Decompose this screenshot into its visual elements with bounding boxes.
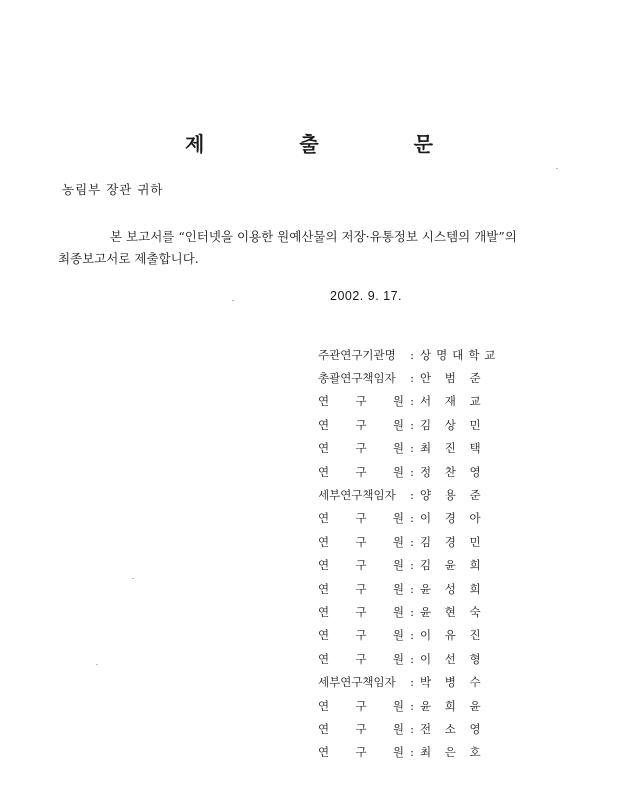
staff-separator: :: [410, 628, 414, 643]
submission-date: 2002. 9. 17.: [330, 289, 403, 303]
staff-role: 연 구 원: [318, 651, 404, 666]
body-paragraph: [58, 226, 568, 270]
staff-name: 최 은 호: [420, 745, 486, 760]
staff-separator: :: [410, 698, 414, 713]
staff-separator: :: [410, 464, 414, 479]
staff-separator: :: [410, 394, 414, 409]
staff-role: 연 구 원: [318, 721, 404, 736]
staff-row: [318, 647, 548, 670]
staff-separator: :: [410, 347, 414, 362]
staff-role: 연 구 원: [318, 628, 404, 643]
staff-separator: :: [410, 581, 414, 596]
addressee: 농림부 장관 귀하: [62, 182, 164, 197]
staff-separator: :: [410, 371, 414, 386]
staff-list: [318, 343, 548, 764]
staff-name: 윤 희 윤: [420, 698, 486, 713]
staff-role: 연 구 원: [318, 534, 404, 549]
staff-name: 김 경 민: [420, 534, 486, 549]
staff-role: 연 구 원: [318, 417, 404, 432]
staff-name: 양 용 준: [420, 488, 486, 503]
staff-separator: :: [410, 721, 414, 736]
staff-row: [318, 624, 548, 647]
staff-row: [318, 483, 548, 506]
body-line-1: 본 보고서를 “인터넷을 이용한 원예산물의 저장·유통정보 시스템의 개발”의: [110, 229, 517, 244]
staff-row: [318, 694, 548, 717]
staff-row: [318, 530, 548, 553]
staff-row: [318, 600, 548, 623]
staff-separator: :: [410, 511, 414, 526]
staff-name: 김 상 민: [420, 417, 486, 432]
staff-role: 세부연구책임자: [318, 488, 396, 503]
staff-separator: :: [410, 745, 414, 760]
staff-name: 윤 성 희: [420, 581, 486, 596]
staff-name: 이 선 형: [420, 651, 486, 666]
staff-row: [318, 741, 548, 764]
staff-name: 최 진 택: [420, 441, 486, 456]
staff-role: 세부연구책임자: [318, 675, 396, 690]
staff-separator: :: [410, 441, 414, 456]
staff-row: [318, 717, 548, 740]
staff-name: 윤 현 숙: [420, 604, 486, 619]
staff-role: 연 구 원: [318, 394, 404, 409]
staff-role: 주관연구기관명: [318, 347, 396, 362]
staff-row: [318, 343, 548, 366]
staff-role: 연 구 원: [318, 464, 404, 479]
staff-name: 상명대학교: [420, 347, 501, 362]
staff-separator: :: [410, 488, 414, 503]
staff-role: 연 구 원: [318, 581, 404, 596]
staff-name: 박 병 수: [420, 675, 486, 690]
staff-role: 연 구 원: [318, 604, 404, 619]
scan-speck: [556, 168, 558, 169]
staff-separator: :: [410, 604, 414, 619]
staff-row: [318, 390, 548, 413]
body-line-2: 최종보고서로 제출합니다.: [58, 251, 199, 266]
staff-row: [318, 366, 548, 389]
scan-speck: [232, 300, 234, 301]
staff-name: 이 경 아: [420, 511, 486, 526]
staff-separator: :: [410, 558, 414, 573]
staff-separator: :: [410, 534, 414, 549]
staff-row: [318, 437, 548, 460]
staff-name: 전 소 영: [420, 721, 486, 736]
staff-row: [318, 413, 548, 436]
staff-row: [318, 577, 548, 600]
staff-separator: :: [410, 675, 414, 690]
staff-role: 연 구 원: [318, 558, 404, 573]
staff-name: 정 찬 영: [420, 464, 486, 479]
staff-role: 연 구 원: [318, 698, 404, 713]
page-title: 제 출 문: [185, 132, 477, 156]
scan-speck: [96, 664, 98, 665]
staff-role: 연 구 원: [318, 441, 404, 456]
staff-separator: :: [410, 651, 414, 666]
staff-row: [318, 507, 548, 530]
staff-row: [318, 460, 548, 483]
staff-name: 서 재 교: [420, 394, 486, 409]
staff-name: 이 유 진: [420, 628, 486, 643]
staff-row: [318, 670, 548, 693]
staff-role: 연 구 원: [318, 511, 404, 526]
staff-separator: :: [410, 417, 414, 432]
staff-role: 연 구 원: [318, 745, 404, 760]
staff-name: 안 범 준: [420, 371, 486, 386]
staff-row: [318, 554, 548, 577]
staff-role: 총괄연구책임자: [318, 371, 396, 386]
scan-speck: [132, 578, 134, 579]
staff-name: 김 윤 희: [420, 558, 486, 573]
